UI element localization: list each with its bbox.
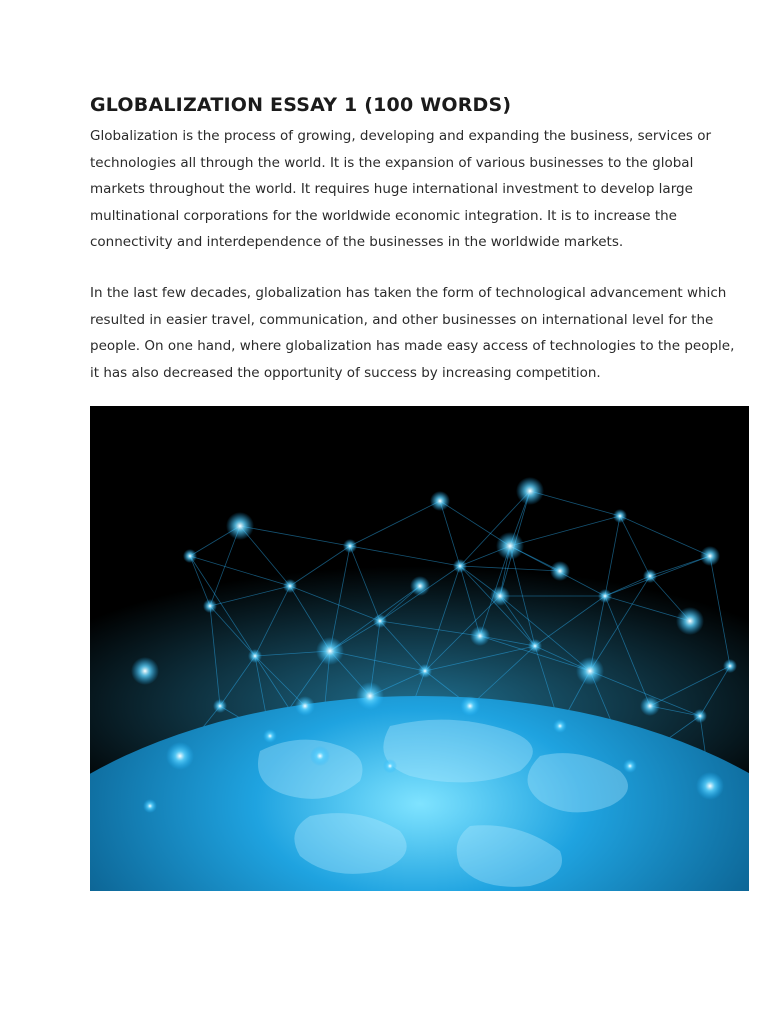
paragraph-line: people. On one hand, where globalization has made easy access of technologies to the people, <box>90 338 735 354</box>
network-node <box>295 696 315 716</box>
network-node <box>553 719 567 733</box>
network-node <box>460 696 480 716</box>
paragraph-line: connectivity and interdependence of the businesses in the worldwide markets. <box>90 234 624 250</box>
network-node <box>310 746 330 766</box>
paragraph-line: it has also decreased the opportunity of success by increasing competition. <box>90 364 601 381</box>
network-node <box>263 729 277 743</box>
paragraph-1 <box>90 123 712 256</box>
network-node <box>248 649 262 663</box>
network-node <box>696 772 724 800</box>
network-node <box>283 579 297 593</box>
network-node <box>496 532 524 560</box>
network-node <box>226 512 254 540</box>
paragraph-line: markets throughout the world. It requires huge international investment to develop large <box>90 181 693 197</box>
network-node <box>700 546 720 566</box>
network-node <box>613 509 627 523</box>
globe-network-image <box>90 406 749 891</box>
network-node <box>643 569 657 583</box>
network-node <box>453 559 467 573</box>
paragraph-2 <box>90 280 735 386</box>
network-node <box>576 657 604 685</box>
network-node <box>166 742 194 770</box>
network-node <box>640 696 660 716</box>
network-node <box>131 657 159 685</box>
network-node <box>143 799 157 813</box>
paragraph-line: multinational corporations for the worldwide economic integration. It is to increase the <box>90 207 677 224</box>
network-node <box>693 709 707 723</box>
paragraph-line: resulted in easier travel, communication, and other businesses on international level for the <box>90 311 714 328</box>
network-node <box>623 759 637 773</box>
network-node <box>418 664 432 678</box>
network-node <box>676 607 704 635</box>
network-node <box>343 539 357 553</box>
network-node <box>356 682 384 710</box>
network-node <box>550 561 570 581</box>
network-node <box>470 626 490 646</box>
essay-heading: GLOBALIZATION ESSAY 1 (100 WORDS) <box>90 94 512 116</box>
paragraph-line: technologies all through the world. It is the expansion of various businesses to the global <box>90 154 694 171</box>
network-node <box>383 759 397 773</box>
paragraph-line: Globalization is the process of growing, developing and expanding the business, services or <box>90 128 712 144</box>
network-node <box>316 637 344 665</box>
network-node <box>430 491 450 511</box>
network-node <box>410 576 430 596</box>
network-node <box>183 549 197 563</box>
network-node <box>203 599 217 613</box>
network-node <box>516 477 544 505</box>
network-node <box>213 699 227 713</box>
network-node <box>490 586 510 606</box>
network-node <box>723 659 737 673</box>
network-node <box>373 614 387 628</box>
network-node <box>528 639 542 653</box>
network-node <box>598 589 612 603</box>
paragraph-line: In the last few decades, globalization has taken the form of technological advancement which <box>90 285 727 301</box>
